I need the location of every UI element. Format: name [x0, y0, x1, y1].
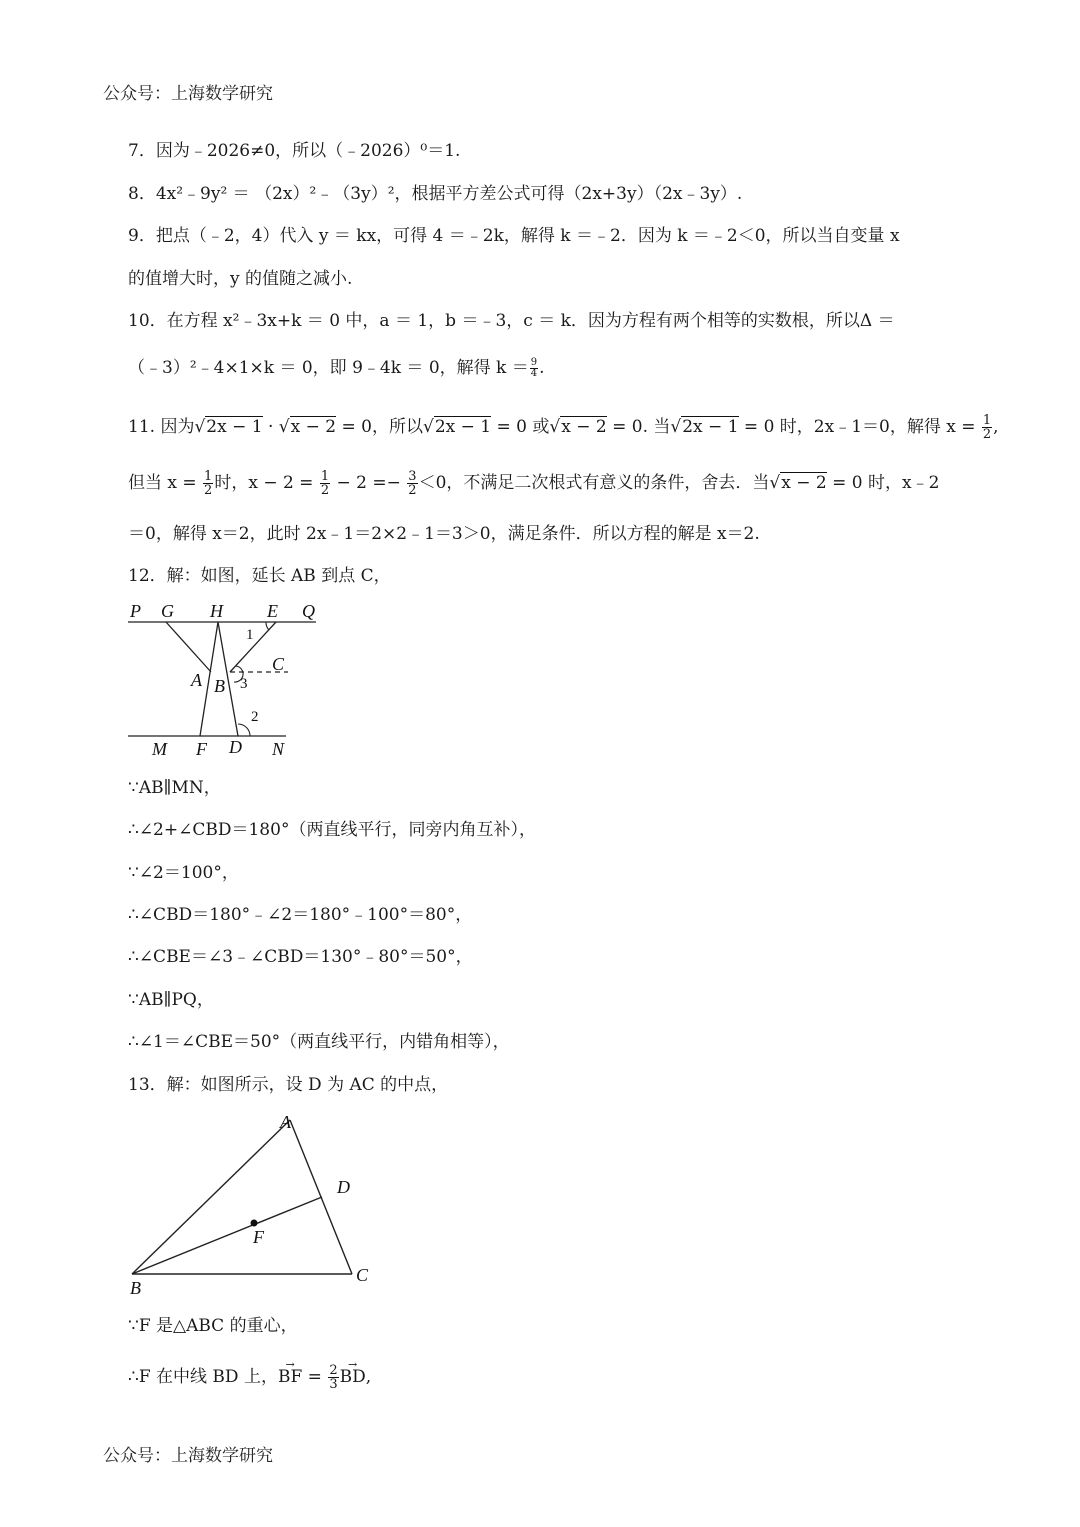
label-d: D: [229, 737, 242, 757]
label-b: B: [130, 1278, 141, 1298]
denominator: 2: [982, 427, 992, 442]
label-q: Q: [302, 601, 315, 621]
numerator: 1: [320, 469, 330, 484]
proof-line-5: ∴∠CBE＝∠3﹣∠CBD＝130°﹣80°＝50°，: [128, 947, 473, 967]
proof-line-7: ∴∠1＝∠CBE＝50°（两直线平行，内错角相等），: [128, 1032, 510, 1052]
line-10a: 10．在方程 x²﹣3x+k ＝ 0 中，a ＝ 1，b ＝﹣3，c ＝ k．因为方程有两个相等的实数根，所以Δ ＝: [128, 311, 895, 331]
line-9a: 9．把点（﹣2，4）代入 y ＝ kx，可得 4 ＝﹣2k，解得 k ＝﹣2．因为 k ＝﹣2＜0，所以当自变量 x: [128, 226, 900, 246]
line-7: 7．因为﹣2026≠0，所以（﹣2026）⁰＝1.: [128, 141, 461, 161]
median-bd: [132, 1197, 322, 1274]
numerator: 9: [530, 357, 538, 368]
text: =: [302, 1367, 328, 1387]
label-c: C: [272, 654, 285, 674]
label-c: C: [356, 1265, 369, 1285]
label-angle-2: 2: [251, 709, 259, 725]
fraction: [530, 358, 538, 379]
denominator: 2: [408, 483, 417, 498]
text: − 2 =−: [331, 473, 407, 493]
numerator: 1: [982, 413, 992, 428]
text: ,: [365, 1367, 372, 1387]
text: = 0 时，2x﹣1＝0，解得 x =: [738, 417, 981, 437]
label-p: P: [130, 601, 141, 621]
fraction: [203, 470, 213, 497]
label-g: G: [161, 601, 174, 621]
label-angle-3: 3: [240, 676, 248, 692]
text: ,: [993, 417, 999, 437]
sqrt-expr: 2x − 1: [206, 417, 263, 437]
vector-bd: → BD: [340, 1365, 366, 1389]
proof-line-1: ∵AB∥MN，: [128, 778, 221, 798]
numerator: 3: [408, 469, 417, 484]
numerator: 1: [204, 469, 213, 484]
text: 11. 因为: [128, 417, 195, 437]
text: （﹣3）²﹣4×1×k ＝ 0，即 9﹣4k ＝ 0，解得 k ＝: [128, 358, 529, 378]
sqrt-expr: 2x − 1: [682, 417, 739, 437]
fraction: [407, 470, 417, 497]
line-9b: 的值增大时，y 的值随之减小.: [128, 269, 353, 289]
text: 时，x − 2 =: [214, 473, 319, 493]
line-11c: ＝0，解得 x＝2，此时 2x﹣1＝2×2﹣1＝3＞0，满足条件．所以方程的解是 x＝2.: [128, 524, 760, 544]
proof-line-2: ∴∠2+∠CBD＝180°（两直线平行，同旁内角互补），: [128, 820, 536, 840]
side-ab: [132, 1120, 290, 1274]
label-f: F: [253, 1227, 264, 1247]
page-footer: 公众号：上海数学研究: [103, 1446, 273, 1466]
line-8: 8．4x²﹣9y² ＝ （2x）²﹣（3y）²，根据平方差公式可得（2x+3y）（2x﹣3y）.: [128, 184, 743, 204]
text: .: [539, 358, 545, 378]
figure-parallel-lines: [128, 596, 328, 766]
text: = 0，所以: [336, 417, 423, 437]
line-13-2: [128, 1364, 371, 1391]
text: = 0 时，x﹣2: [826, 473, 940, 493]
fraction: [982, 414, 992, 441]
angle-1-arc: [266, 622, 269, 630]
line-13: 13．解：如图所示，设 D 为 AC 的中点，: [128, 1075, 449, 1095]
label-f: F: [196, 739, 207, 759]
denominator: 2: [320, 483, 330, 498]
numerator: 2: [329, 1363, 338, 1378]
angle-2-arc: [238, 724, 250, 736]
line-12: 12．解：如图，延长 AB 到点 C，: [128, 566, 391, 586]
line-11a: 11. 因为√2x − 1 · √x − 2 = 0，所以√2x − 1 = 0 或√x − 2 = 0. 当√2x − 1 = 0 时，2x﹣1＝0，解得 x = $\frac{1}{2}$ ,: [128, 413, 999, 442]
fraction: [320, 470, 330, 497]
vector-bf: → BF: [278, 1365, 302, 1389]
page-header: 公众号：上海数学研究: [103, 84, 273, 104]
denominator: 3: [329, 1377, 338, 1392]
denominator: 2: [204, 483, 213, 498]
sqrt-expr: x − 2: [781, 473, 827, 493]
label-h: H: [210, 601, 223, 621]
proof-line-6: ∵AB∥PQ，: [128, 990, 214, 1010]
label-e: E: [267, 601, 278, 621]
label-a: A: [280, 1112, 291, 1132]
label-angle-1: 1: [246, 627, 254, 643]
figure-triangle-centroid: [126, 1108, 386, 1298]
centroid-point: [251, 1220, 258, 1227]
segment-ga: [166, 622, 211, 672]
sqrt-expr: 2x − 1: [434, 417, 492, 437]
fraction: [328, 1364, 338, 1391]
text: = 0 或: [491, 417, 550, 437]
text: 但当 x =: [128, 473, 203, 493]
line-11b: 但当 x = $\frac{1}{2}$ 时，x − 2 = $\frac{1}{2}$ − 2 =− $\frac{3}{2}$ ＜0，不满足二次根式有意义的条件，舍去．当√x − 2 = 0 时，x﹣2: [128, 469, 940, 498]
label-d: D: [337, 1177, 350, 1197]
text: = 0. 当: [606, 417, 671, 437]
proof-line-3: ∵∠2＝100°，: [128, 863, 239, 883]
text: ＜0，不满足二次根式有意义的条件，舍去．当: [418, 473, 770, 493]
line-13-1: ∵F 是△ABC 的重心，: [128, 1316, 298, 1336]
label-n: N: [272, 739, 285, 759]
denominator: 4: [530, 368, 538, 379]
label-b: B: [214, 676, 225, 696]
label-m: M: [152, 739, 167, 759]
sqrt-expr: x − 2: [290, 417, 337, 437]
label-a: A: [191, 670, 202, 690]
proof-line-4: ∴∠CBD＝180°﹣∠2＝180°﹣100°＝80°，: [128, 905, 473, 925]
sqrt-expr: x − 2: [561, 417, 607, 437]
line-10b: [128, 356, 545, 380]
text: ∴F 在中线 BD 上，: [128, 1367, 278, 1387]
text: ·: [262, 417, 279, 437]
